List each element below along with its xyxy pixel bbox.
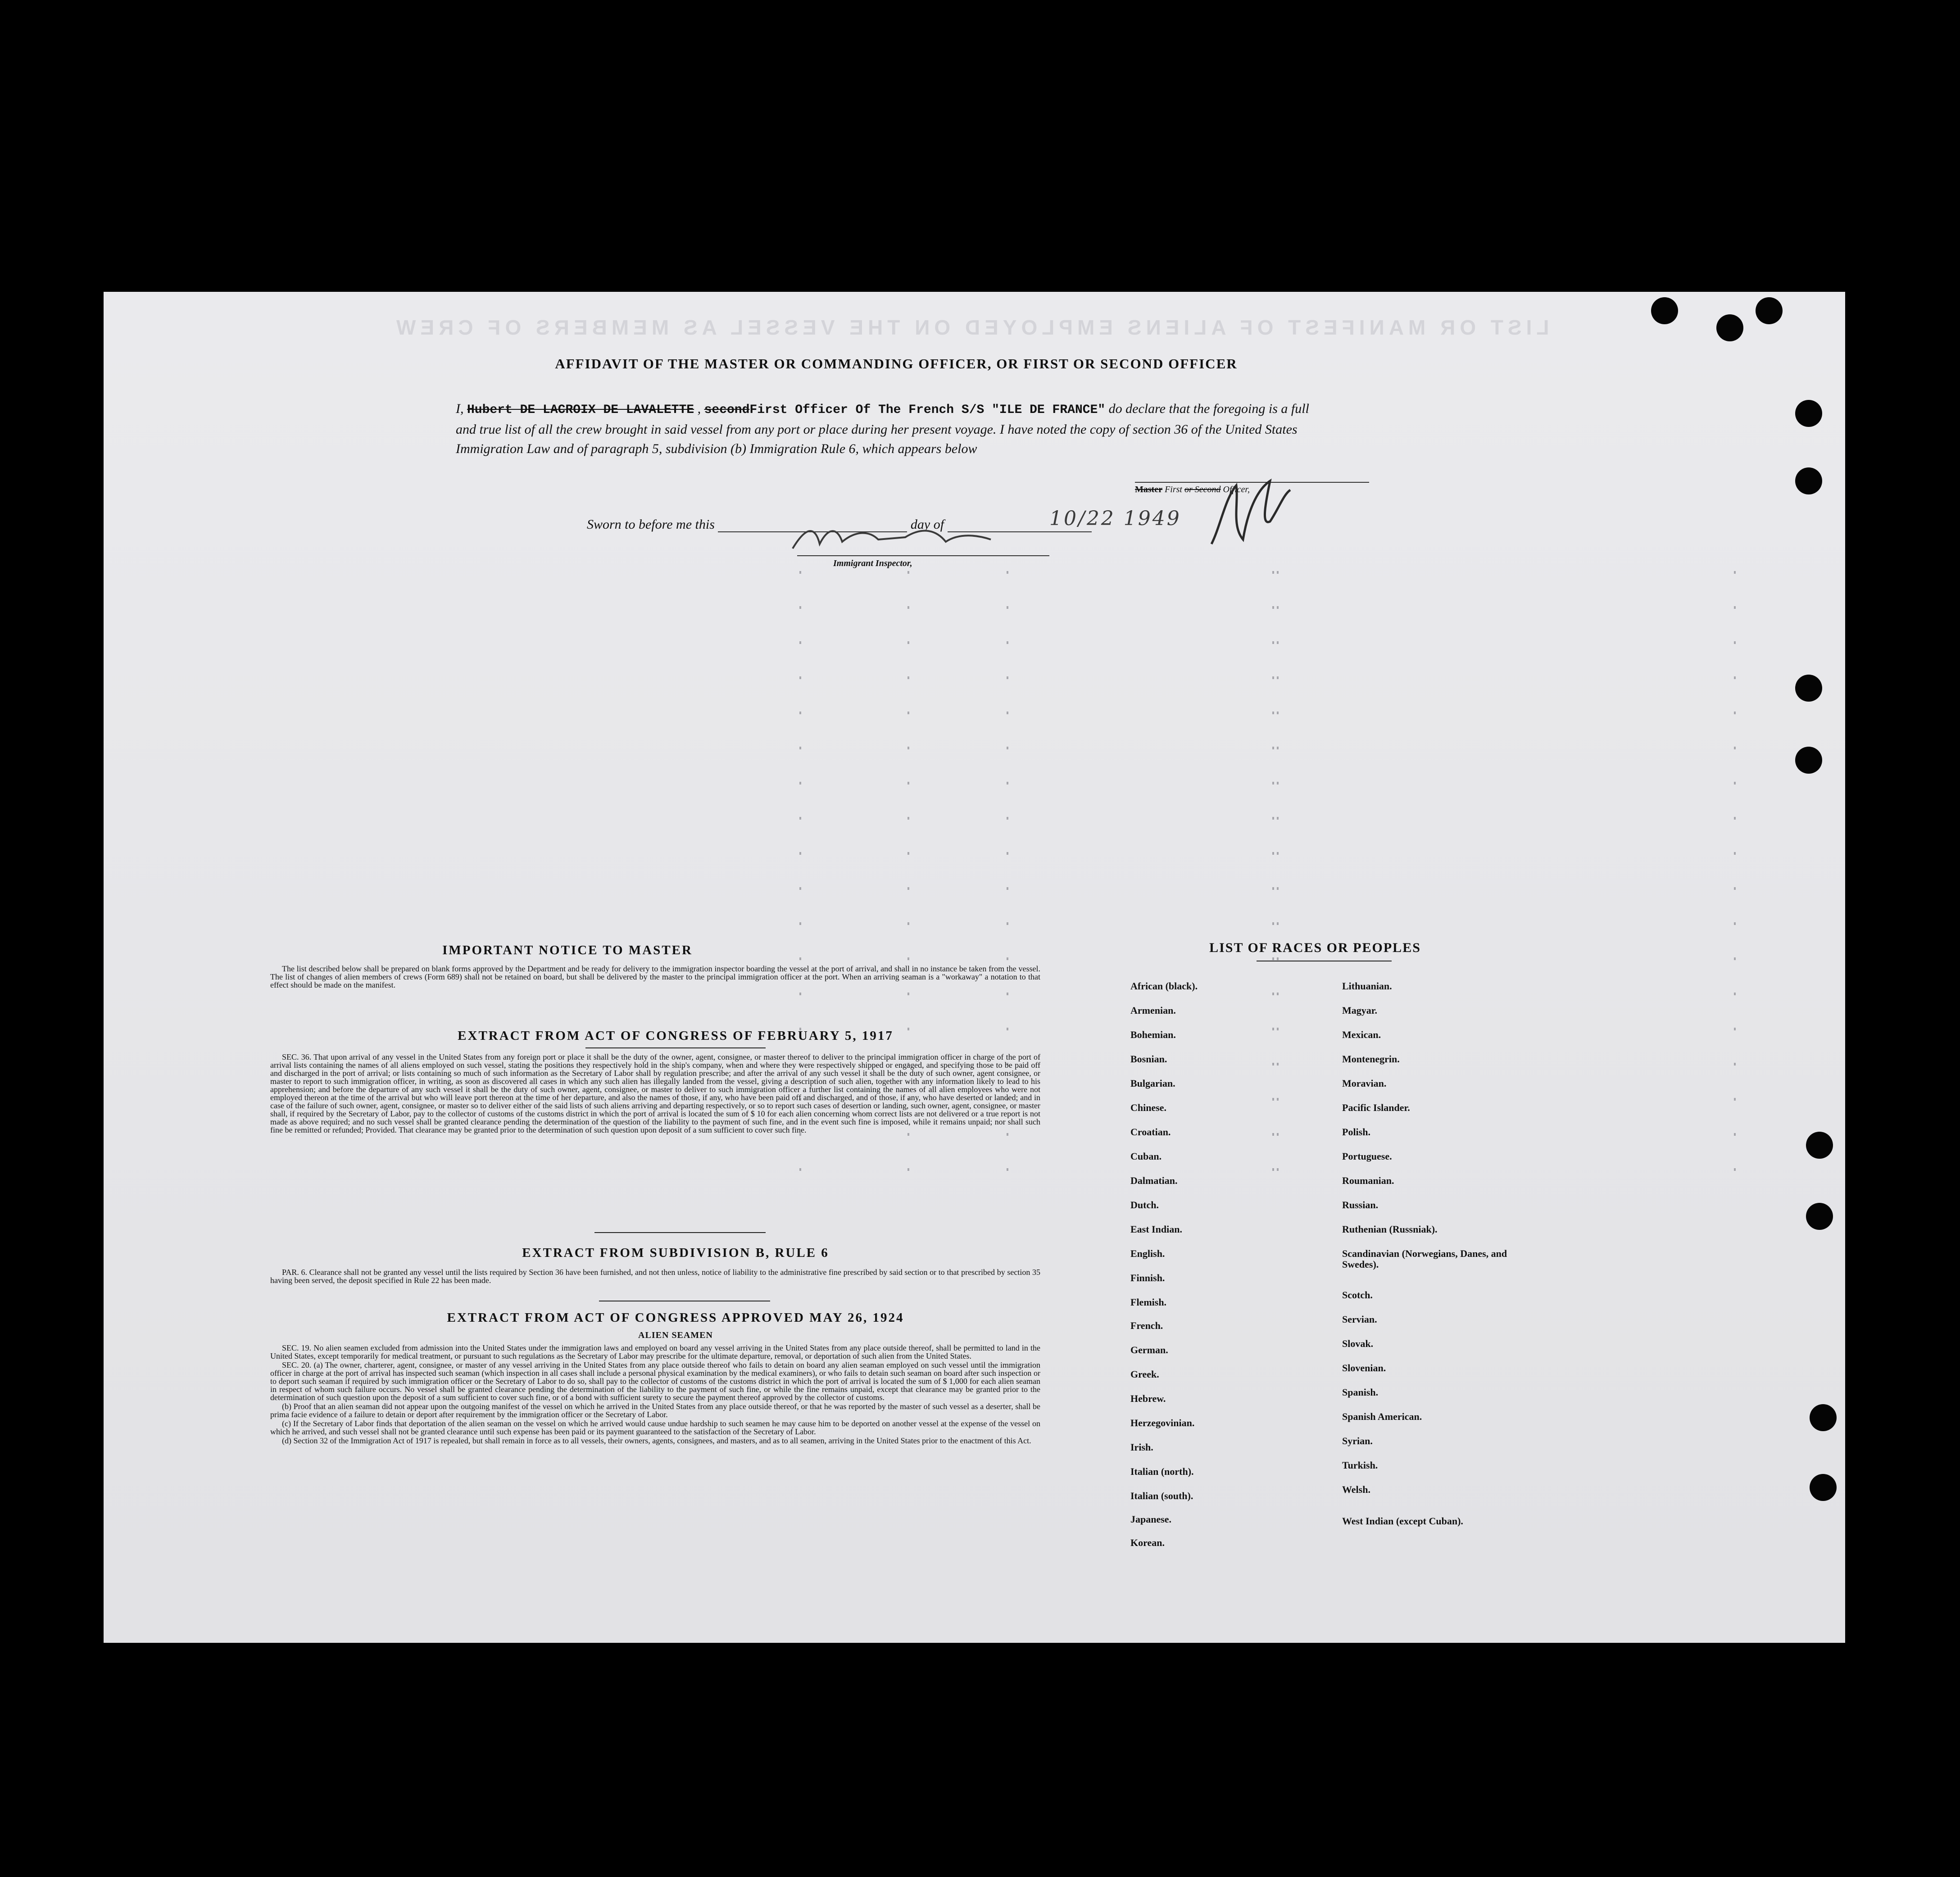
race-item: Flemish. <box>1130 1297 1167 1308</box>
race-item: Dalmatian. <box>1130 1175 1178 1186</box>
bleed-dot <box>1734 1028 1736 1030</box>
document-page <box>104 292 1845 1643</box>
caption-master: Master <box>1135 485 1163 494</box>
race-item: Finnish. <box>1130 1272 1165 1283</box>
bleed-dot <box>1272 852 1274 855</box>
bleed-dot <box>1007 571 1008 574</box>
bleed-dot <box>1272 1063 1274 1065</box>
bleed-dot <box>1007 887 1008 890</box>
bleed-dot <box>907 747 909 749</box>
bleed-dot <box>1277 676 1279 679</box>
punch-hole <box>1795 400 1822 427</box>
punch-hole <box>1810 1404 1837 1431</box>
race-item: Ruthenian (Russniak). <box>1342 1224 1438 1235</box>
bleed-dot <box>799 571 801 574</box>
notice-title: IMPORTANT NOTICE TO MASTER <box>442 943 693 957</box>
bleed-dot <box>1272 571 1274 574</box>
bleed-dot <box>1734 747 1736 749</box>
rank-and-vessel: First Officer Of The French S/S "ILE DE FRANCE" <box>749 403 1106 417</box>
bleed-dot <box>1277 782 1279 784</box>
race-item: Polish. <box>1342 1126 1370 1138</box>
bleed-dot <box>1734 852 1736 855</box>
bleed-dot <box>907 817 909 820</box>
bleed-dot <box>907 852 909 855</box>
bleed-dot <box>1734 641 1736 644</box>
bleed-dot <box>1007 957 1008 960</box>
race-item: Croatian. <box>1130 1126 1171 1138</box>
dot-column-4 <box>1277 571 1281 1201</box>
bleed-dot <box>1272 1028 1274 1030</box>
race-item: Welsh. <box>1342 1484 1370 1495</box>
bleed-dot <box>1272 1133 1274 1136</box>
bleed-dot <box>1272 922 1274 925</box>
affidavit-body <box>456 399 1311 458</box>
inspector-label: Immigrant Inspector, <box>833 558 912 568</box>
punch-hole <box>1806 1132 1833 1159</box>
bleed-dot <box>1272 712 1274 714</box>
race-item: Spanish American. <box>1342 1411 1422 1422</box>
sworn-text: Sworn to before me this <box>587 517 715 532</box>
officer-signature <box>1193 472 1311 553</box>
bleed-dot <box>1734 887 1736 890</box>
bleed-dot <box>799 852 801 855</box>
bleed-dot <box>1734 782 1736 784</box>
caption-first: First <box>1165 485 1182 494</box>
extract-1917-rule <box>585 1047 766 1048</box>
extract-1917-title: EXTRACT FROM ACT OF CONGRESS OF FEBRUARY 5, 1917 <box>458 1029 894 1043</box>
bleed-dot <box>799 957 801 960</box>
bleed-dot <box>1007 676 1008 679</box>
officer-name: Hubert DE LACROIX DE LAVALETTE <box>467 403 694 417</box>
bleed-dot <box>907 782 909 784</box>
bleed-dot <box>1272 641 1274 644</box>
race-item: Greek. <box>1130 1369 1159 1380</box>
bleed-dot <box>1272 957 1274 960</box>
punch-hole <box>1756 297 1783 324</box>
bleed-dot <box>799 782 801 784</box>
affidavit-title: AFFIDAVIT OF THE MASTER OR COMMANDING OFFICER, OR FIRST OR SECOND OFFICER <box>555 356 1238 372</box>
punch-hole <box>1651 297 1678 324</box>
punch-hole <box>1795 747 1822 774</box>
bleed-dot <box>1272 993 1274 995</box>
bleed-dot <box>799 712 801 714</box>
bleed-dot <box>1734 993 1736 995</box>
race-item: African (black). <box>1130 980 1198 992</box>
bleed-dot <box>1272 676 1274 679</box>
race-item: Bohemian. <box>1130 1029 1176 1040</box>
bleed-dot <box>1277 852 1279 855</box>
punch-hole <box>1795 467 1822 494</box>
bleed-dot <box>1277 641 1279 644</box>
bleed-dot <box>907 957 909 960</box>
bleed-dot <box>1277 1098 1279 1101</box>
race-item: Portuguese. <box>1342 1151 1392 1162</box>
bleed-dot <box>907 1168 909 1171</box>
bleed-dot <box>1277 887 1279 890</box>
bleed-dot <box>1734 712 1736 714</box>
race-item: Cuban. <box>1130 1151 1162 1162</box>
bleed-dot <box>1007 817 1008 820</box>
race-item: Italian (north). <box>1130 1466 1194 1477</box>
day-of-text: day of <box>910 517 944 532</box>
race-item: Montenegrin. <box>1342 1053 1400 1065</box>
bleed-dot <box>1277 747 1279 749</box>
rule6-title: EXTRACT FROM SUBDIVISION B, RULE 6 <box>522 1246 829 1260</box>
affidavit-intro: I, <box>456 401 464 416</box>
bleed-dot <box>907 922 909 925</box>
bleed-dot <box>1007 1168 1008 1171</box>
bleed-dot <box>1272 606 1274 609</box>
bleed-through-text: LIST OR MANIFEST OF ALIENS EMPLOYED ON THE VESSEL AS MEMBERS OF CREW <box>392 316 1549 339</box>
punch-hole <box>1810 1474 1837 1501</box>
notice-text: The list described below shall be prepared on blank forms approved by the Department and be ready for delivery to the immigration inspector boarding the vessel at the port of arrival, and shall in no instance be taken from the vessel. The list of changes of alien members of crews (Form 689) shall not be retained on board, but shall be delivered by the master to the principal immigration officer at the port. When an arriving seaman is a "workaway" a notation to that effect should be made on the manifest. <box>270 964 1040 989</box>
bleed-dot <box>1734 922 1736 925</box>
rule6-text: PAR. 6. Clearance shall not be granted any vessel until the lists required by Section 36 have been furnished, and not then unless, notice of liability to the administrative fine prescribed by said section or to that prescribed by section 35 having been served, the deposit specified in Rule 22 has been made. <box>270 1268 1040 1285</box>
race-item: Russian. <box>1342 1199 1379 1211</box>
bleed-dot <box>1734 606 1736 609</box>
bleed-dot <box>1007 747 1008 749</box>
bleed-dot <box>1007 922 1008 925</box>
bleed-dot <box>907 993 909 995</box>
bleed-dot <box>1734 1098 1736 1101</box>
inspector-signature <box>788 517 1040 558</box>
bleed-dot <box>1007 993 1008 995</box>
race-item: Chinese. <box>1130 1102 1167 1113</box>
race-item: Scotch. <box>1342 1289 1373 1301</box>
bleed-dot <box>1734 571 1736 574</box>
bleed-dot <box>907 712 909 714</box>
race-item: Scandinavian (Norwegians, Danes, and Swedes). <box>1342 1248 1507 1270</box>
rule6-rule-top <box>594 1232 766 1233</box>
race-item: Irish. <box>1130 1442 1153 1453</box>
bleed-dot <box>1734 1168 1736 1171</box>
affidavit-statement: that the foregoing is a full and true list of all the crew brought in said vessel from any port or place during her present voyage. I have noted the copy of section 36 of the United States Immigration Law and of paragraph 5, subdivision (b) Immigration Rule 6, which appears below <box>456 401 1309 456</box>
bleed-dot <box>1277 1133 1279 1136</box>
extract-1917-text: SEC. 36. That upon arrival of any vessel in the United States from any foreign port or place it shall be the duty of the owner, agent, consignee, or master thereof to deliver to the principal immigration officer in charge of the port of arrival lists containing the names of all aliens employed on such vessel, stating the positions they respectively hold in the ship's company, when and where they were respectively shipped or engaged, and specifying those to be paid off and discharged in the port of arrival; or lists containing so much of such information as the Secretary of Labor shall by regulation prescribe; and after the arrival of any such vessel it shall be the duty of such owner, agent consignee, or master to report to such immigration officer, in writing, as soon as discovered all cases in which any such alien has illegally landed from the vessel, giving a description of such alien, together with any information likely to lead to his apprehension; and before the departure of any such vessel it shall be the duty of such owner, agent, consignee, or master to deliver to such immigration officer a further list containing the names of all alien employees who were not employed thereon at the time of the arrival but who will leave port thereon at the time of her departure, and also the names of those, if any, who have been paid off and discharged, and of those, if any, who have deserted or landed; and in case of the failure of such owner, agent, consignee, or master so to deliver either of the said lists of such aliens arriving and departing respectively, or so to report such cases of desertion or landing, such owner, agent, consignee, or master shall, if required by the Secretary of Labor, pay to the collector of customs of the customs district in which the port of arrival is located the sum of $ 10 for each alien concerning whom correct lists are not delivered or a true report is not made as above required; and no such vessel shall be granted clearance pending the determination of the question of the liability to the payment of such fine, and in the event such fine is imposed, while it remains unpaid; nor shall such fine be remitted or refunded; Provided. That clearance may be granted prior to the determination of such question upon deposit of a sum sufficient to cover such fine. <box>270 1052 1040 1134</box>
bleed-dot <box>907 571 909 574</box>
races-title: LIST OF RACES OR PEOPLES <box>1209 940 1421 955</box>
punch-hole <box>1806 1203 1833 1230</box>
race-item: Servian. <box>1342 1314 1377 1325</box>
bleed-dot <box>799 922 801 925</box>
date-handwritten: 10/22 1949 <box>1049 507 1181 530</box>
bleed-dot <box>799 887 801 890</box>
race-item: Korean. <box>1130 1537 1165 1548</box>
bleed-dot <box>799 676 801 679</box>
bleed-dot <box>907 676 909 679</box>
bleed-dot <box>1277 571 1279 574</box>
race-item: Slovenian. <box>1342 1362 1386 1374</box>
race-item: Syrian. <box>1342 1435 1373 1446</box>
caption-second: or Second <box>1184 485 1221 494</box>
race-item: Bosnian. <box>1130 1053 1167 1065</box>
race-item: French. <box>1130 1320 1163 1331</box>
bleed-dot <box>1007 782 1008 784</box>
race-item: German. <box>1130 1344 1168 1356</box>
dot-column-6 <box>1734 571 1738 1201</box>
bleed-dot <box>1277 712 1279 714</box>
bleed-dot <box>1277 817 1279 820</box>
punch-hole <box>1716 314 1743 341</box>
bleed-dot <box>1277 606 1279 609</box>
race-item: Moravian. <box>1342 1078 1387 1089</box>
bleed-dot <box>1272 782 1274 784</box>
race-item: Hebrew. <box>1130 1393 1166 1404</box>
bleed-dot <box>1734 1133 1736 1136</box>
bleed-dot <box>1734 676 1736 679</box>
bleed-dot <box>1272 747 1274 749</box>
declare-text: do declare <box>1108 401 1166 416</box>
race-item: Turkish. <box>1342 1460 1378 1471</box>
inspector-line <box>797 555 1049 556</box>
bleed-dot <box>799 747 801 749</box>
race-item: Bulgarian. <box>1130 1078 1175 1089</box>
bleed-dot <box>907 887 909 890</box>
extract-1924-text: SEC. 19. No alien seamen excluded from admission into the United States under the immigration laws and employed on board any vessel arriving in the United States from any place outside thereof, shall be permitted to land in the United States, except temporarily for medical treatment, or pursuant to such regulations as the Secretary of Labor may prescribe for the ultimate departure, removal, or deportation of such alien from the United States. SEC. 20. (a) The owner, charterer, agent, consignee, or master of any vessel arriving in the United States from any place outside thereof who fails to detain on board any alien seaman employed on such vessel until the immigration officer in charge at the port of arrival has inspected such seaman (which inspection in all cases shall include a personal physical examination by the medical examiners), or who fails to detain such seaman on board after such inspection or to deport such seaman if required by such immigration officer or the Secretary of Labor to do so, shall pay to the collector of customs of the customs district in which the port of arrival is located the sum of $ 1,000 for each alien seaman in respect of whom such failure occurs. No vessel shall be granted clearance pending the determination of the liability to the payment of such fine, or while the fine remains unpaid, except that clearance may be granted prior to the determination of such question upon the deposit of a sum sufficient to cover such fine, or of a bond with sufficient surety to secure the payment thereof approved by the collector of customs. (b) Proof that an alien seaman did not appear upon the outgoing manifest of the vessel on which he arrived in the United States from any place outside thereof, or that he was reported by the master of such vessel as a deserter, shall be prima facie evidence of a failure to detain or deport after requirement by the immigration officer or the Secretary of Labor. (c) If the Secretary of Labor finds that deportation of the alien seaman on the vessel on which he arrived would cause undue hardship to such seamen he may cause him to be deported on another vessel at the expense of the vessel on which he arrived, and such vessel shall not be granted clearance until such expense has been paid or its payment guaranteed to the satisfaction of the Secretary of Labor. (d) Section 32 of the Immigration Act of 1917 is repealed, but shall remain in force as to all vessels, their owners, agents, consignees, and masters, and as to all seamen, arriving in the United States prior to the enactment of this Act. <box>270 1343 1040 1445</box>
caption-officer: Officer, <box>1223 485 1250 494</box>
race-item: Dutch. <box>1130 1199 1159 1211</box>
bleed-dot <box>799 817 801 820</box>
bleed-dot <box>1734 817 1736 820</box>
bleed-dot <box>799 606 801 609</box>
race-item: Magyar. <box>1342 1005 1378 1016</box>
race-item: Roumanian. <box>1342 1175 1394 1186</box>
bleed-dot <box>1272 1168 1274 1171</box>
race-item: Pacific Islander. <box>1342 1102 1410 1113</box>
bleed-dot <box>1007 712 1008 714</box>
race-item: Armenian. <box>1130 1005 1176 1016</box>
race-item: Mexican. <box>1342 1029 1381 1040</box>
bleed-dot <box>1007 852 1008 855</box>
bleed-dot <box>1277 922 1279 925</box>
bleed-dot <box>1007 641 1008 644</box>
alien-seamen-subtitle: ALIEN SEAMEN <box>638 1330 713 1340</box>
race-item: Herzegovinian. <box>1130 1417 1195 1428</box>
race-item: East Indian. <box>1130 1224 1182 1235</box>
bleed-dot <box>1277 1028 1279 1030</box>
bleed-dot <box>1734 1063 1736 1065</box>
bleed-dot <box>799 1168 801 1171</box>
race-item: Japanese. <box>1130 1514 1172 1525</box>
bleed-dot <box>1277 957 1279 960</box>
race-item: Slovak. <box>1342 1338 1374 1349</box>
struck-word: second <box>704 403 750 417</box>
dot-column-5 <box>1272 571 1277 1201</box>
bleed-dot <box>907 606 909 609</box>
bleed-dot <box>1272 817 1274 820</box>
race-item: Italian (south). <box>1130 1490 1193 1501</box>
race-item: Spanish. <box>1342 1387 1379 1398</box>
comma: , <box>697 401 701 416</box>
punch-hole <box>1795 675 1822 702</box>
bleed-dot <box>799 641 801 644</box>
bleed-dot <box>799 993 801 995</box>
bleed-dot <box>1007 606 1008 609</box>
bleed-dot <box>1277 1063 1279 1065</box>
race-item: English. <box>1130 1248 1165 1259</box>
extract-1924-title: EXTRACT FROM ACT OF CONGRESS APPROVED MAY 26, 1924 <box>447 1310 904 1325</box>
bleed-dot <box>907 641 909 644</box>
bleed-dot <box>1277 993 1279 995</box>
bleed-dot <box>1277 1168 1279 1171</box>
race-item: Lithuanian. <box>1342 980 1392 992</box>
bleed-dot <box>1734 957 1736 960</box>
bleed-dot <box>1272 1098 1274 1101</box>
bleed-dot <box>1272 887 1274 890</box>
race-item: West Indian (except Cuban). <box>1342 1515 1463 1527</box>
